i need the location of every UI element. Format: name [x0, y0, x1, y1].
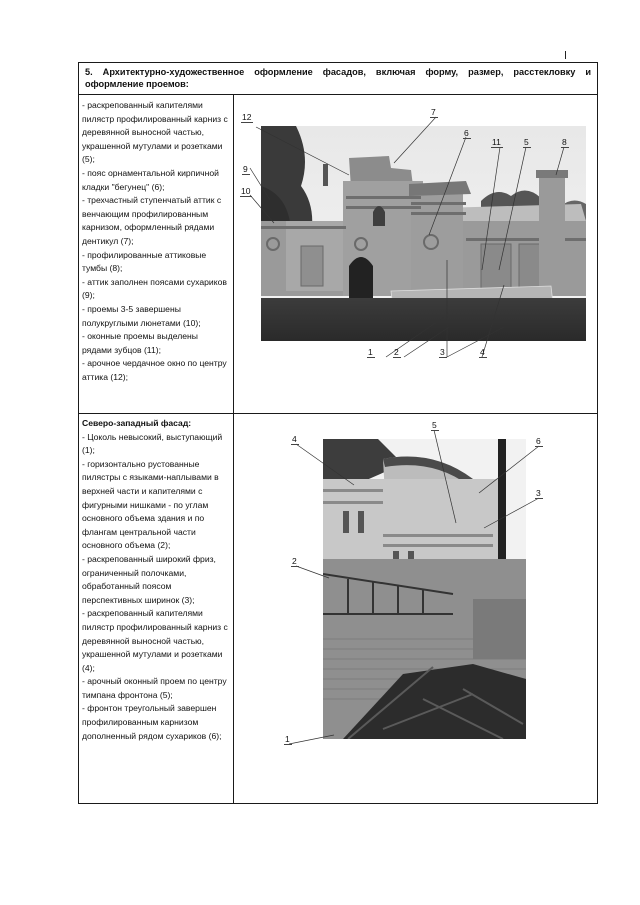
margin-tick — [565, 51, 566, 59]
facade-photo-northwest — [323, 439, 526, 739]
callout-label-3: 3 — [440, 347, 445, 357]
section-header: 5. Архитектурно-художественное оформление фасадов, включая форму, размер, расстекловку и оформление проемов: — [79, 63, 597, 95]
table-row — [79, 413, 597, 803]
callout-label-7: 7 — [431, 107, 436, 117]
list-item: - пояс орнаментальной кирпичной кладки "бегунец" (6); — [82, 167, 219, 192]
callout-label-2: 2 — [394, 347, 399, 357]
list-item: - трехчастный ступенчатый аттик с венчающим профилированным карнизом, оформленный рядами дентикул (7); — [82, 195, 222, 246]
callout-label-4: 4 — [292, 434, 297, 444]
list-item: - оконные проемы выделены рядами зубцов (11); — [82, 331, 198, 355]
list-item: - аттик заполнен поясами сухариков (9); — [82, 276, 227, 301]
description-cell — [79, 95, 234, 413]
callout-label-5: 5 — [524, 137, 529, 147]
list-item: - горизонтально рустованные пилястры с языками-наплывами в верхней части и капителями с фигурными нишками - по углам основного объема здания и по флангам центральной части основного объема (2); — [82, 458, 219, 551]
callout-label-11: 11 — [492, 137, 501, 147]
callout-label-1: 1 — [285, 734, 290, 744]
facade-photo-main — [261, 126, 586, 341]
list-item: - арочный оконный проем по центру тимпана фронтона (5); — [82, 676, 227, 700]
callout-label-9: 9 — [243, 164, 248, 174]
list-item: - арочное чердачное окно по центру аттика (12); — [82, 358, 227, 382]
callout-label-10: 10 — [241, 186, 251, 196]
photo-cell — [234, 413, 597, 803]
list-item: - Цоколь невысокий, выступающий (1); — [82, 431, 223, 456]
table-row — [79, 95, 597, 414]
building-photo-illustration — [261, 126, 586, 341]
list-item: - раскрепованный капителями пилястр профилированный карниз с деревянной выносной частью, украшенной мутулами и розетками (4); — [82, 608, 228, 673]
callout-label-12: 12 — [242, 112, 252, 122]
list-item: - раскрепованный широкий фриз, ограниченный полочками, обработанный поясом перспективных ширинок (3); — [82, 553, 216, 605]
callout-label-2: 2 — [292, 556, 297, 566]
list-item: - фронтон треугольный завершен профилированным карнизом дополненный рядом сухариков (6); — [82, 703, 222, 741]
callout-label-4: 4 — [480, 347, 485, 357]
facade-table — [78, 62, 598, 804]
facade-title: Северо-западный фасад: — [82, 418, 192, 428]
photo-cell — [234, 95, 597, 413]
callout-label-3: 3 — [536, 488, 541, 498]
list-item: - проемы 3-5 завершены полукруглыми люнетами (10); — [82, 303, 201, 328]
description-cell — [79, 413, 234, 803]
callout-label-1: 1 — [368, 347, 373, 357]
list-item: - профилированные аттиковые тумбы (8); — [82, 249, 207, 274]
building-photo-illustration — [323, 439, 526, 739]
callout-label-5: 5 — [432, 420, 437, 430]
list-item: - раскрепованный капителями пилястр профилированный карниз с деревянной выносной частью, украшенной мутулами и розетками (5); — [82, 100, 228, 165]
callout-label-6: 6 — [536, 436, 541, 446]
callout-label-8: 8 — [562, 137, 567, 147]
callout-label-6: 6 — [464, 128, 469, 138]
